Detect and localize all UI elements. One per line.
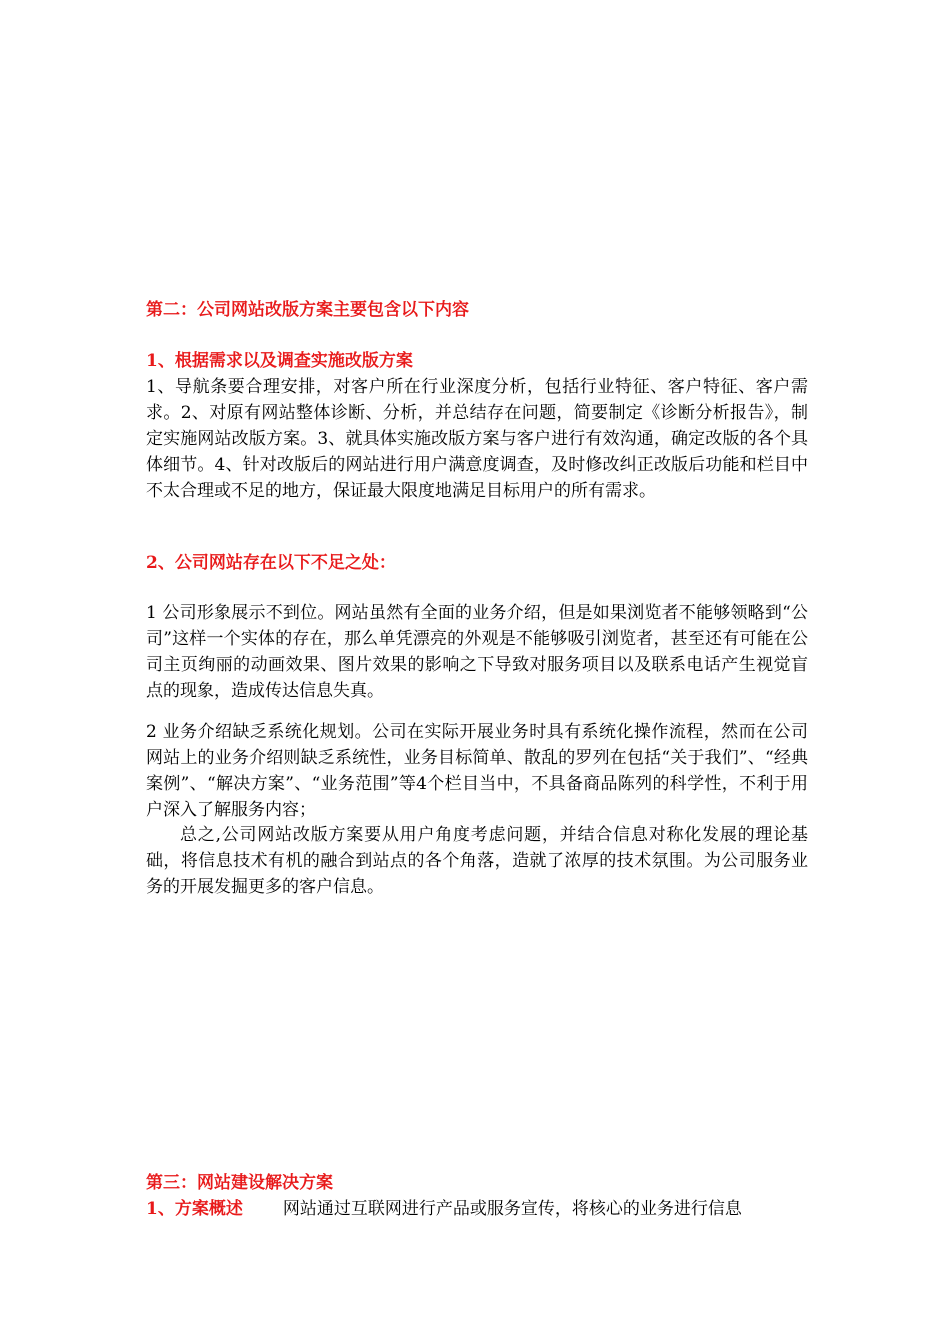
section3-sub1-heading: 1、方案概述 xyxy=(146,1199,243,1219)
section3-sub1-text: 网站通过互联网进行产品或服务宣传，将核心的业务进行信息 xyxy=(282,1199,742,1219)
section2-title: 第二：公司网站改版方案主要包含以下内容 xyxy=(146,300,469,320)
section3-title: 第三：网站建设解决方案 xyxy=(146,1173,333,1193)
section2-summary: 总之,公司网站改版方案要从用户角度考虑问题，并结合信息对称化发展的理论基础，将信息技术有机的融合到站点的各个角落，造就了浓厚的技术氛围。为公司服务业务的开展发掘更多的客户信息。 xyxy=(146,825,808,897)
section2-sub2-para1: 1 公司形象展示不到位。网站虽然有全面的业务介绍，但是如果浏览者不能够领略到“公司”这样一个实体的存在，那么单凭漂亮的外观是不能够吸引浏览者，甚至还有可能在公司主页绚丽的动画效果、图片效果的影响之下导致对服务项目以及联系电话产生视觉盲点的现象，造成传达信息失真。 xyxy=(146,603,808,701)
section2-sub2-para2: 2 业务介绍缺乏系统化规划。公司在实际开展业务时具有系统化操作流程，然而在公司网站上的业务介绍则缺乏系统性，业务目标简单、散乱的罗列在包括“关于我们”、“经典案例”、“解决方案”、“业务范围”等4个栏目当中，不具备商品陈列的科学性，不利于用户深入了解服务内容； xyxy=(146,722,808,820)
section2-sub1-heading: 1、根据需求以及调查实施改版方案 xyxy=(146,351,413,371)
section2-sub2-heading: 2、公司网站存在以下不足之处： xyxy=(146,553,396,573)
section2-sub1-body: 1、导航条要合理安排，对客户所在行业深度分析，包括行业特征、客户特征、客户需求。2、对原有网站整体诊断、分析，并总结存在问题，简要制定《诊断分析报告》，制定实施网站改版方案。3、就具体实施改版方案与客户进行有效沟通，确定改版的各个具体细节。4、针对改版后的网站进行用户满意度调查，及时修改纠正改版后功能和栏目中不太合理或不足的地方，保证最大限度地满足目标用户的所有需求。 xyxy=(146,377,808,501)
section3-sub1-row xyxy=(146,1196,808,1222)
spacer xyxy=(243,1196,283,1222)
